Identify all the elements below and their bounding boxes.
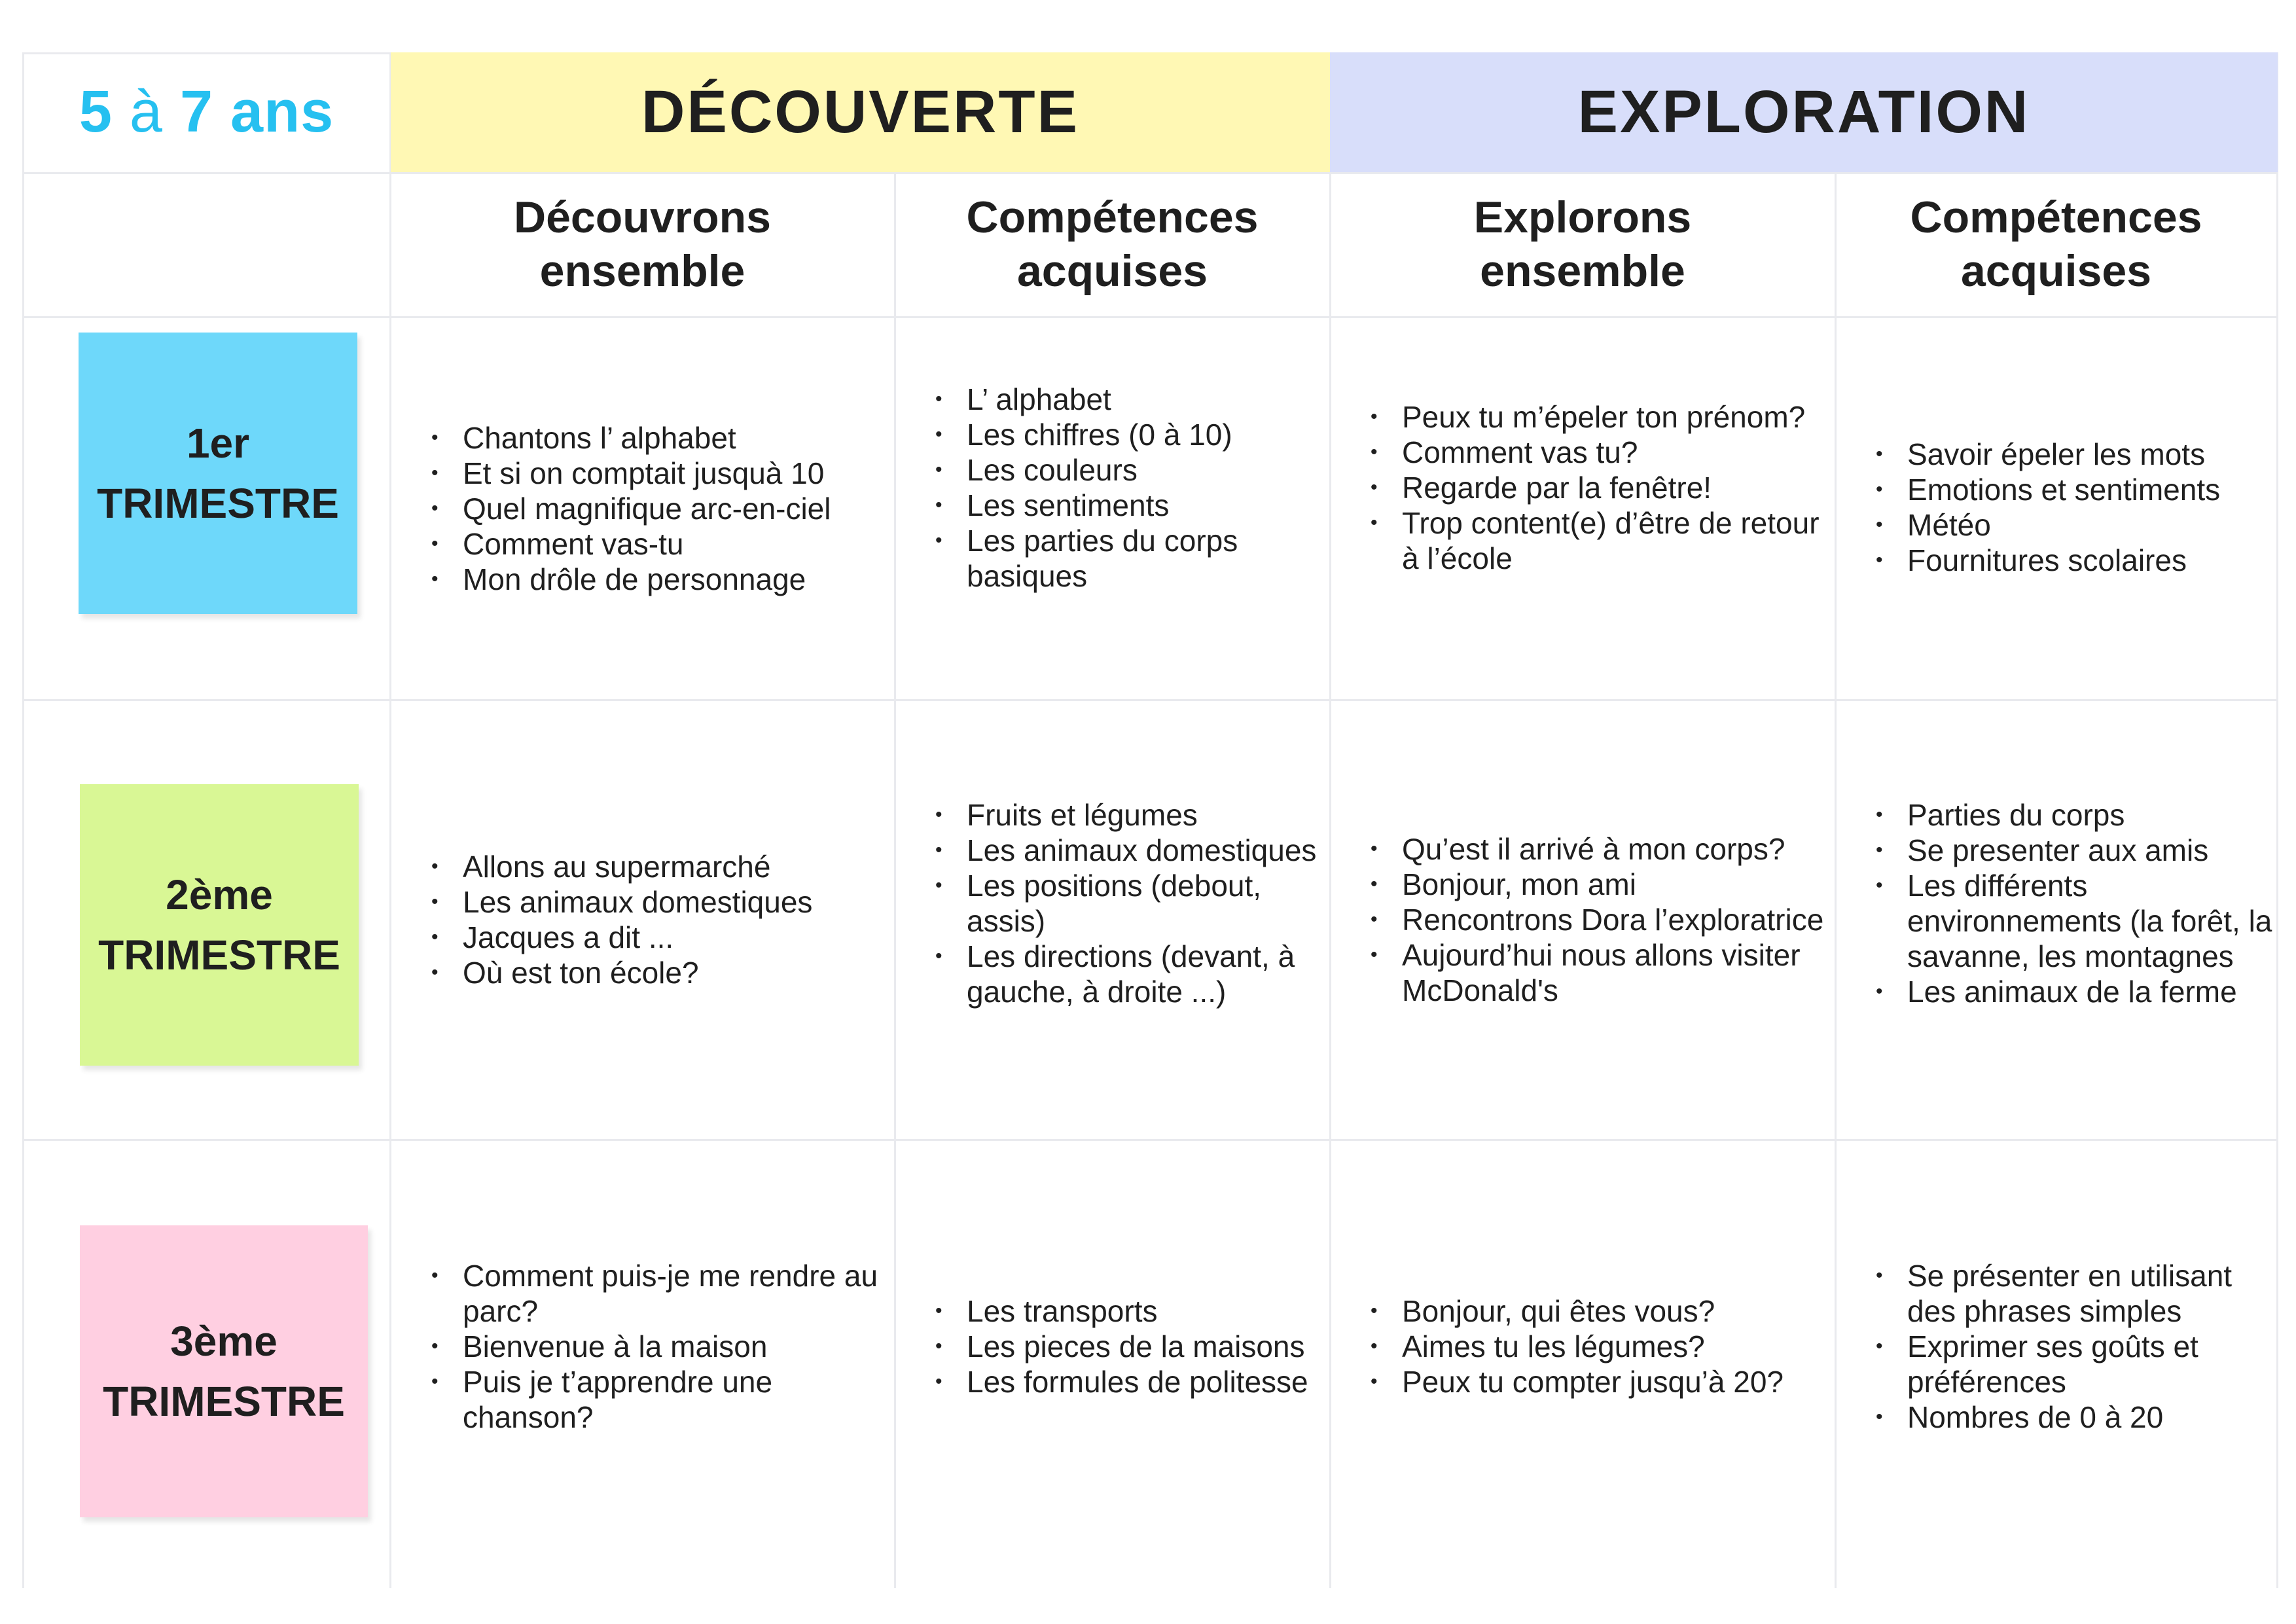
column-header-competences-decouverte (895, 172, 1329, 316)
list-item: • Regarde par la fenêtre! (1368, 470, 1823, 505)
column-header-line: Compétences (1910, 192, 2202, 242)
row3-competences-exploration-cell (1873, 1140, 2272, 1553)
skill-list (933, 1293, 1308, 1399)
column-header-line: ensemble (539, 246, 745, 296)
column-header-line: ensemble (1480, 246, 1685, 296)
age-to: 7 ans (180, 79, 334, 145)
list-item: • Et si on comptait jusquà 10 (429, 456, 831, 491)
age-range-title (22, 52, 391, 172)
list-item: • Les animaux domestiques (933, 833, 1322, 868)
column-header-competences-exploration (1836, 172, 2276, 316)
list-item: • Bienvenue à la maison (429, 1329, 887, 1364)
row1-decouvrons-cell (429, 317, 887, 699)
list-item: • Aimes tu les légumes? (1368, 1329, 1784, 1364)
trimester-label: TRIMESTRE (97, 480, 339, 527)
list-item: • Les positions (debout, assis) (933, 868, 1322, 939)
activity-list (429, 420, 831, 597)
list-item: • L’ alphabet (933, 382, 1322, 417)
list-item: • Les parties du corps basiques (933, 523, 1322, 594)
list-item: • Les couleurs (933, 452, 1322, 488)
list-item: • Les chiffres (0 à 10) (933, 417, 1322, 452)
row3-competences-decouverte-cell (933, 1140, 1322, 1553)
grid-line-vertical (2276, 52, 2278, 1588)
list-item: • Se présenter en utilisant des phrases simples (1873, 1258, 2272, 1329)
trimester-3-note (80, 1225, 368, 1517)
list-item: • Puis je t’apprendre une chanson? (429, 1364, 887, 1435)
list-item: • Les animaux de la ferme (1873, 974, 2272, 1009)
list-item: • Mon drôle de personnage (429, 562, 831, 597)
exploration-band (1330, 52, 2278, 172)
row1-competences-decouverte-cell (933, 317, 1322, 658)
activity-list (1368, 399, 1823, 576)
exploration-title: EXPLORATION (1577, 79, 2030, 145)
row2-competences-exploration-cell (1873, 700, 2272, 1106)
list-item: • Peux tu m’épeler ton prénom? (1368, 399, 1823, 435)
age-connector: à (129, 79, 163, 145)
column-header-explorons (1331, 172, 1835, 316)
skill-list (933, 382, 1322, 594)
activity-list (1368, 1293, 1784, 1399)
row2-decouvrons-cell (429, 700, 887, 1139)
list-item: • Qu’est il arrivé à mon corps? (1368, 831, 1826, 867)
row1-explorons-cell (1368, 317, 1823, 658)
list-item: • Les différents environnements (la forêt, la savanne, les montagnes (1873, 868, 2272, 974)
list-item: • Comment vas-tu (429, 526, 831, 562)
list-item: • Météo (1873, 507, 2220, 543)
column-header-line: Découvrons (514, 192, 771, 242)
list-item: • Comment puis-je me rendre au parc? (429, 1258, 887, 1329)
list-item: • Les animaux domestiques (429, 884, 812, 920)
list-item: • Les formules de politesse (933, 1364, 1308, 1399)
list-item: • Les transports (933, 1293, 1308, 1329)
grid-line-vertical (22, 52, 24, 1588)
row3-explorons-cell (1368, 1140, 1826, 1553)
trimester-label: 3ème (170, 1318, 278, 1365)
decouverte-title: DÉCOUVERTE (641, 79, 1079, 145)
row3-decouvrons-cell (429, 1140, 887, 1553)
list-item: • Trop content(e) d’être de retour à l’école (1368, 505, 1823, 576)
list-item: • Quel magnifique arc-en-ciel (429, 491, 831, 526)
list-item: • Parties du corps (1873, 797, 2272, 833)
list-item: • Aujourd’hui nous allons visiter McDonald's (1368, 937, 1826, 1008)
row2-explorons-cell (1368, 700, 1826, 1139)
list-item: • Chantons l’ alphabet (429, 420, 831, 456)
column-header-line: Compétences (966, 192, 1259, 242)
trimester-1-note (79, 333, 357, 614)
list-item: • Bonjour, mon ami (1368, 867, 1826, 902)
column-header-decouvrons (391, 172, 894, 316)
list-item: • Nombres de 0 à 20 (1873, 1399, 2272, 1435)
skill-list (1873, 797, 2272, 1009)
skill-list (1873, 437, 2220, 578)
list-item: • Où est ton école? (429, 955, 812, 990)
list-item: • Fournitures scolaires (1873, 543, 2220, 578)
list-item: • Fruits et légumes (933, 797, 1322, 833)
activity-list (429, 849, 812, 990)
column-header-line: acquises (1016, 246, 1208, 296)
list-item: • Se presenter aux amis (1873, 833, 2272, 868)
list-item: • Les sentiments (933, 488, 1322, 523)
trimester-label: 2ème (166, 871, 273, 918)
age-from: 5 (79, 79, 113, 145)
list-item: • Exprimer ses goûts et préférences (1873, 1329, 2272, 1399)
trimester-2-note (80, 784, 359, 1066)
list-item: • Rencontrons Dora l’exploratrice (1368, 902, 1826, 937)
list-item: • Savoir épeler les mots (1873, 437, 2220, 472)
skill-list (933, 797, 1322, 1009)
list-item: • Allons au supermarché (429, 849, 812, 884)
list-item: • Les directions (devant, à gauche, à droite ...) (933, 939, 1322, 1009)
column-header-line: Explorons (1473, 192, 1692, 242)
trimester-label: 1er (186, 420, 250, 467)
activity-list (429, 1258, 887, 1435)
list-item: • Emotions et sentiments (1873, 472, 2220, 507)
activity-list (1368, 831, 1826, 1008)
list-item: • Les pieces de la maisons (933, 1329, 1308, 1364)
list-item: • Comment vas tu? (1368, 435, 1823, 470)
list-item: • Jacques a dit ... (429, 920, 812, 955)
trimester-label: TRIMESTRE (103, 1378, 345, 1425)
decouverte-band (391, 52, 1330, 172)
trimester-label: TRIMESTRE (98, 931, 340, 979)
row1-competences-exploration-cell (1873, 317, 2272, 697)
column-header-line: acquises (1960, 246, 2152, 296)
skill-list (1873, 1258, 2272, 1435)
row2-competences-decouverte-cell (933, 700, 1322, 1106)
list-item: • Peux tu compter jusqu’à 20? (1368, 1364, 1784, 1399)
list-item: • Bonjour, qui êtes vous? (1368, 1293, 1784, 1329)
